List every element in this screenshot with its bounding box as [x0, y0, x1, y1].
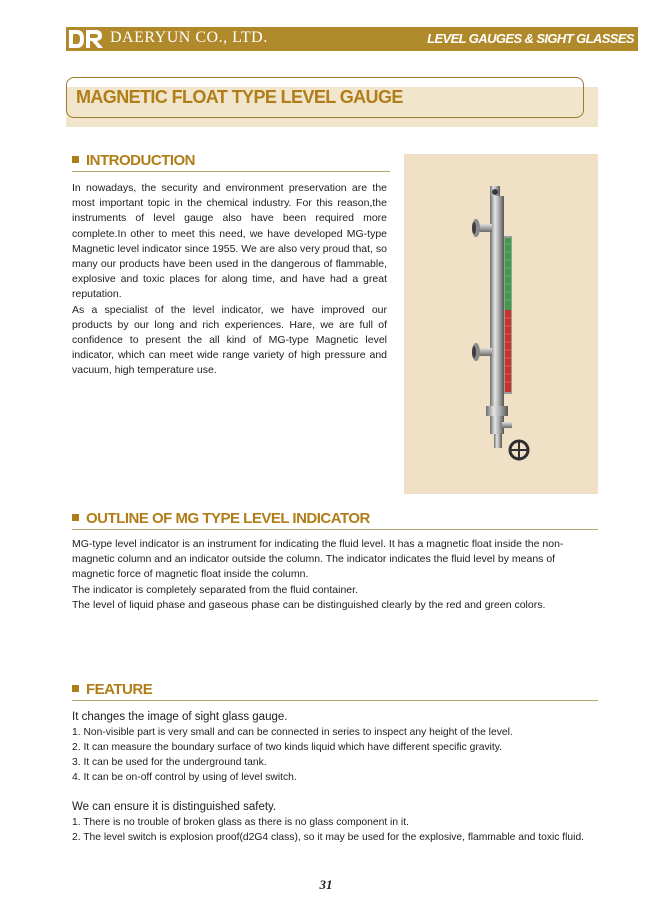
outline-paragraph: The level of liquid phase and gaseous phase can be distinguished clearly by the red and green colors.: [72, 598, 546, 611]
page-number: 31: [319, 877, 333, 892]
green-indicator-flaps: [505, 238, 511, 310]
product-photo: [404, 154, 598, 494]
outline-text: [72, 537, 598, 613]
feature-rule: [72, 700, 598, 701]
introduction-text: [72, 181, 387, 379]
list-item: 4. It can be on-off control by using of level switch.: [72, 772, 297, 783]
square-bullet-icon: [72, 156, 79, 163]
outline-heading: [72, 510, 370, 527]
feature-heading-text: FEATURE: [86, 681, 153, 698]
square-bullet-icon: [72, 685, 79, 692]
list-item: 2. The level switch is explosion proof(d2G4 class), so it may be used for the explosive, flammable and toxic fluid.: [72, 832, 585, 843]
feature-list: [72, 815, 598, 845]
feature-lead: We can ensure it is distinguished safety.: [72, 801, 277, 813]
feature-group-one: [72, 709, 598, 785]
feature-lead: It changes the image of sight glass gauge.: [72, 711, 288, 723]
level-gauge-illustration: [404, 154, 598, 494]
feature-heading: [72, 681, 152, 698]
introduction-paragraph: As a specialist of the level indicator, we have improved our products by our long and rich experiences. Hare, we are full of confidence to present the all kind of MG-type Magnetic level indicator, which can meet wide range variety of high pressure and vacuum, high temperature use.: [72, 303, 387, 377]
outline-paragraph: The indicator is completely separated from the fluid container.: [72, 583, 358, 596]
daeryun-logo: [66, 27, 106, 51]
list-item: 1. Non-visible part is very small and can be connected in series to inspect any height of the level.: [72, 727, 513, 738]
square-bullet-icon: [72, 514, 79, 521]
outline-paragraph: MG-type level indicator is an instrument for indicating the fluid level. It has a magnetic float inside the non-magnetic column and an indicator outside the column. The indicator indicates the fluid level by means of magnetic force of magnetic float inside the column.: [72, 538, 564, 581]
outline-rule: [72, 529, 598, 530]
list-item: 2. It can measure the boundary surface of two kinds liquid which have different specific gravity.: [72, 742, 503, 753]
list-item: 3. It can be used for the underground tank.: [72, 757, 267, 768]
company-name: DAERYUN CO., LTD.: [110, 29, 268, 46]
category-label: LEVEL GAUGES & SIGHT GLASSES: [427, 31, 634, 46]
list-item: 1. There is no trouble of broken glass as there is no glass component in it.: [72, 817, 409, 828]
introduction-heading: [72, 152, 195, 169]
outline-heading-text: OUTLINE OF MG TYPE LEVEL INDICATOR: [86, 510, 370, 527]
introduction-rule: [72, 171, 390, 172]
red-indicator-flaps: [505, 310, 511, 392]
introduction-heading-text: INTRODUCTION: [86, 152, 195, 169]
page-title: MAGNETIC FLOAT TYPE LEVEL GAUGE: [76, 87, 403, 107]
introduction-paragraph: In nowadays, the security and environment preservation are the most important topic in the chemical industry. For this reason,the instruments of level gauge also have been required more complete.In other to meet this need, we have developed MG-type Magnetic level indicator since 1955. We are also very proud that, so many our products have been used in the dangerous of flammable, explosive and toxic places for along time, and have had a great reputation.: [72, 182, 387, 301]
feature-group-two: [72, 799, 598, 845]
feature-list: [72, 725, 598, 785]
